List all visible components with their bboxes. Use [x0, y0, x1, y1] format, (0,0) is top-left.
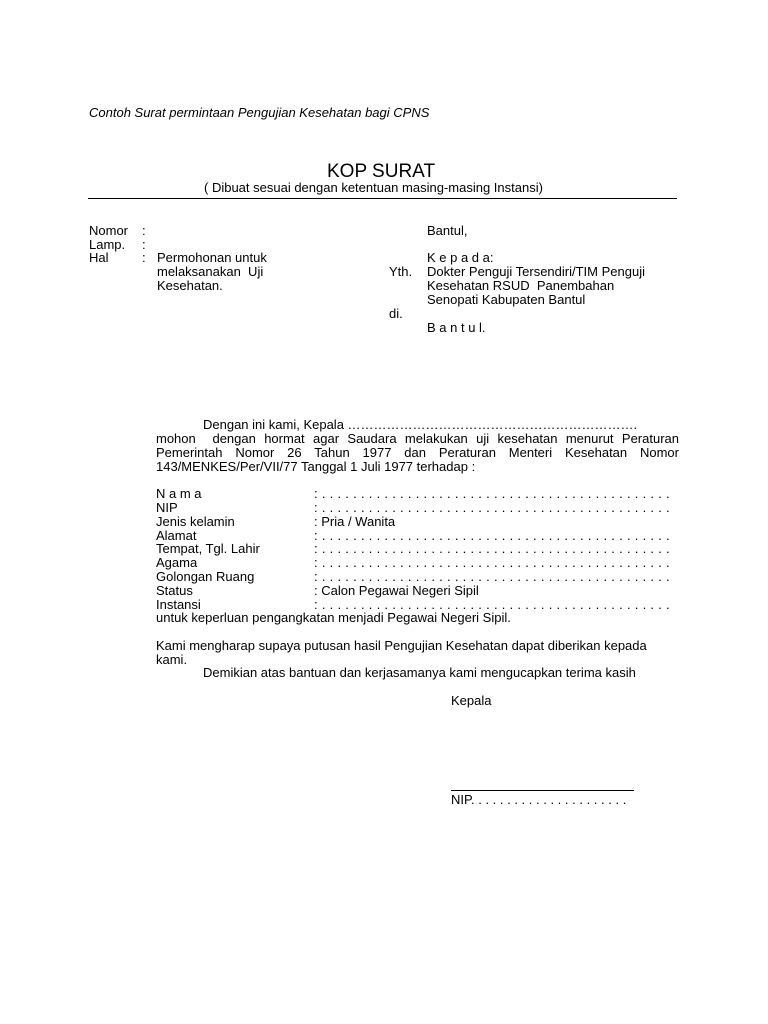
hal-line: Permohonan untuk [157, 250, 267, 265]
recipient-city: B a n t u l. [427, 320, 486, 335]
yth-label: Yth. [389, 264, 413, 279]
field-label-nip: NIP [156, 500, 178, 515]
di-label: di. [389, 306, 403, 321]
kepada-label: K e p a d a: [427, 250, 494, 265]
nomor-label: Nomor [89, 223, 129, 238]
hal-line: melaksanakan Uji [157, 264, 264, 279]
lamp-colon: : [142, 237, 146, 252]
field-value-jenis-kelamin: : Pria / Wanita [314, 514, 396, 529]
lamp-label: Lamp. [89, 237, 126, 252]
field-label-golongan-ruang: Golongan Ruang [156, 569, 255, 584]
field-value-agama: : . . . . . . . . . . . . . . . . . . . . . . . . . . . . . . . . . . . . . . . . . . . . . [314, 555, 670, 570]
intro-line: Dengan ini kami, Kepala …………………………………………………………. [203, 417, 638, 432]
kop-title: KOP SURAT [327, 161, 436, 182]
field-label-nama: N a m a [156, 486, 202, 501]
field-label-jenis-kelamin: Jenis kelamin [156, 514, 235, 529]
place-date: Bantul, [427, 223, 468, 238]
recipient-line: Kesehatan RSUD Panembahan [427, 278, 615, 293]
field-value-tempat-tgl-lahir: : . . . . . . . . . . . . . . . . . . . . . . . . . . . . . . . . . . . . . . . . . . . . . [314, 541, 670, 556]
field-label-tempat-tgl-lahir: Tempat, Tgl. Lahir [156, 541, 260, 556]
kop-divider [88, 198, 677, 199]
field-value-status: : Calon Pegawai Negeri Sipil [314, 583, 479, 598]
field-value-nama: : . . . . . . . . . . . . . . . . . . . . . . . . . . . . . . . . . . . . . . . . . . . . . [314, 486, 670, 501]
kop-subtitle: ( Dibuat sesuai dengan ketentuan masing-masing Instansi) [204, 180, 543, 195]
recipient-line: Senopati Kabupaten Bantul [427, 292, 586, 307]
signer-title: Kepala [451, 693, 492, 708]
purpose-line: untuk keperluan pengangkatan menjadi Pegawai Negeri Sipil. [156, 610, 511, 625]
document-heading: Contoh Surat permintaan Pengujian Kesehatan bagi CPNS [89, 105, 430, 120]
intro-line: Pemerintah Nomor 26 Tahun 1977 dan Peraturan Menteri Kesehatan Nomor [156, 445, 679, 460]
intro-line: mohon dengan hormat agar Saudara melakukan uji kesehatan menurut Peraturan [156, 431, 679, 446]
recipient-line: Dokter Penguji Tersendiri/TIM Penguji [427, 264, 645, 279]
hal-colon: : [142, 250, 146, 265]
field-label-agama: Agama [156, 555, 198, 570]
hope-line: Kami mengharap supaya putusan hasil Pengujian Kesehatan dapat diberikan kepada [156, 638, 647, 653]
hal-line: Kesehatan. [157, 278, 223, 293]
field-value-instansi: : . . . . . . . . . . . . . . . . . . . . . . . . . . . . . . . . . . . . . . . . . . . . . [314, 597, 670, 612]
thanks-line: Demikian atas bantuan dan kerjasamanya kami mengucapkan terima kasih [203, 665, 636, 680]
signer-nip: NIP. . . . . . . . . . . . . . . . . . . . . . [451, 792, 627, 807]
field-value-golongan-ruang: : . . . . . . . . . . . . . . . . . . . . . . . . . . . . . . . . . . . . . . . . . . . . . [314, 569, 670, 584]
field-value-alamat: : . . . . . . . . . . . . . . . . . . . . . . . . . . . . . . . . . . . . . . . . . . . . . [314, 528, 670, 543]
field-label-instansi: Instansi [156, 597, 201, 612]
hope-line: kami. [156, 652, 188, 667]
nomor-colon: : [142, 223, 146, 238]
field-label-alamat: Alamat [156, 528, 197, 543]
field-value-nip: : . . . . . . . . . . . . . . . . . . . . . . . . . . . . . . . . . . . . . . . . . . . . . [314, 500, 670, 515]
hal-label: Hal [89, 250, 109, 265]
intro-line: 143/MENKES/Per/VII/77 Tanggal 1 Juli 1977 terhadap : [156, 459, 476, 474]
field-label-status: Status [156, 583, 193, 598]
signature-line [451, 790, 634, 791]
